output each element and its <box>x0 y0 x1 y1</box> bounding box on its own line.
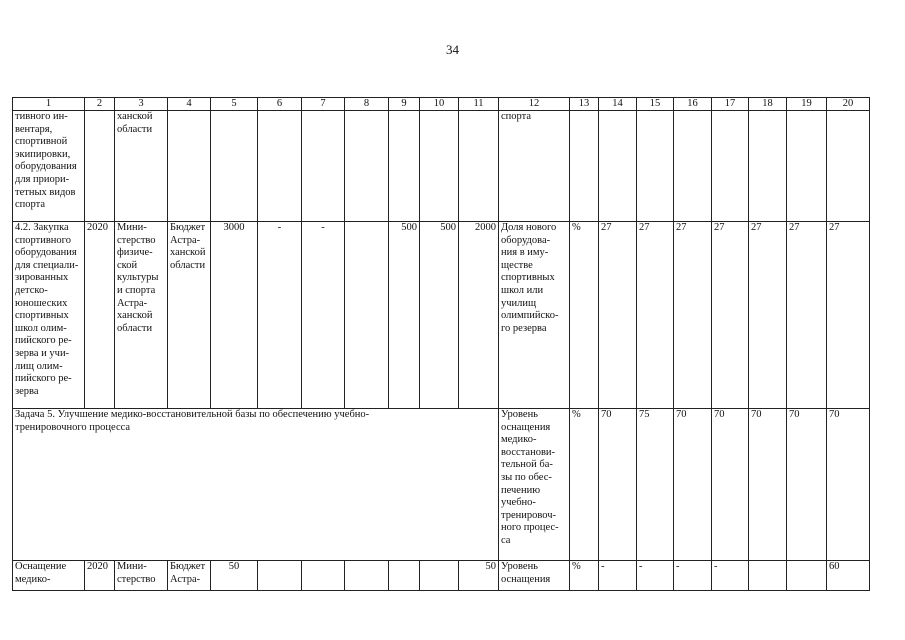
value-cell: 27 <box>712 222 749 409</box>
table-cell <box>168 111 211 222</box>
header-row <box>13 98 870 111</box>
value-cell <box>258 561 302 591</box>
executor-cell: Мини- стерство физиче- ской культуры и спорта Астра- ханской области <box>115 222 168 409</box>
value-cell <box>345 561 389 591</box>
year-cell: 2020 <box>85 222 115 409</box>
col-header: 15 <box>637 98 674 111</box>
value-cell: - <box>302 222 345 409</box>
table-cell <box>211 111 258 222</box>
col-header: 18 <box>749 98 787 111</box>
col-header: 8 <box>345 98 389 111</box>
col-header: 14 <box>599 98 637 111</box>
unit-cell: % <box>570 561 599 591</box>
col-header: 17 <box>712 98 749 111</box>
value-cell: - <box>674 561 712 591</box>
col-header: 11 <box>459 98 499 111</box>
indicator-cell: спорта <box>499 111 570 222</box>
indicator-cell: Доля нового оборудова- ния в иму- ществе спортивных школ или училищ олимпийско- го резерва <box>499 222 570 409</box>
value-cell <box>389 561 420 591</box>
value-cell: 70 <box>674 409 712 561</box>
value-cell: 2000 <box>459 222 499 409</box>
col-header: 6 <box>258 98 302 111</box>
measure-name-cell: Оснащение медико- <box>13 561 85 591</box>
table-cell <box>749 111 787 222</box>
total-cell: 50 <box>211 561 258 591</box>
col-header: 12 <box>499 98 570 111</box>
funding-source-cell: Бюджет Астра- ханской области <box>168 222 211 409</box>
table-cell <box>712 111 749 222</box>
value-cell: 70 <box>787 409 827 561</box>
indicator-cell: Уровень оснащения <box>499 561 570 591</box>
value-cell: - <box>712 561 749 591</box>
value-cell: 27 <box>674 222 712 409</box>
table-cell <box>389 111 420 222</box>
value-cell: 75 <box>637 409 674 561</box>
unit-cell: % <box>570 409 599 561</box>
col-header: 16 <box>674 98 712 111</box>
value-cell: 500 <box>420 222 459 409</box>
page-number: 34 <box>446 42 459 57</box>
value-cell: - <box>599 561 637 591</box>
table-cell <box>258 111 302 222</box>
col-header: 10 <box>420 98 459 111</box>
table-cell <box>787 111 827 222</box>
table-cell <box>345 111 389 222</box>
value-cell: 27 <box>749 222 787 409</box>
measure-name-cell: тивного ин- вентаря, спортивной экипировки, оборудования для приори- тетных видов спорта <box>13 111 85 222</box>
value-cell: 27 <box>637 222 674 409</box>
value-cell: 70 <box>827 409 870 561</box>
table-row <box>13 222 870 409</box>
col-header: 2 <box>85 98 115 111</box>
task-heading-cell: Задача 5. Улучшение медико-восстановительной базы по обеспечению учебно- тренировочного процесса <box>13 409 499 561</box>
value-cell: 27 <box>787 222 827 409</box>
value-cell <box>787 561 827 591</box>
value-cell <box>749 561 787 591</box>
table-cell <box>420 111 459 222</box>
value-cell <box>420 561 459 591</box>
value-cell: - <box>637 561 674 591</box>
col-header: 3 <box>115 98 168 111</box>
year-cell: 2020 <box>85 561 115 591</box>
value-cell: 60 <box>827 561 870 591</box>
value-cell: 27 <box>599 222 637 409</box>
value-cell <box>345 222 389 409</box>
table-row <box>13 409 870 561</box>
col-header: 7 <box>302 98 345 111</box>
table-cell <box>674 111 712 222</box>
table-cell <box>459 111 499 222</box>
total-cell: 3000 <box>211 222 258 409</box>
table-cell <box>85 111 115 222</box>
executor-cell: ханской области <box>115 111 168 222</box>
value-cell: 27 <box>827 222 870 409</box>
col-header: 19 <box>787 98 827 111</box>
table-row <box>13 111 870 222</box>
col-header: 9 <box>389 98 420 111</box>
table-cell <box>827 111 870 222</box>
measure-name-cell: 4.2. Закупка спортивного оборудования для специали- зированных детско- юношеских спортивных школ олим- пийского ре- зерва и учи- лищ олим- пийского ре- зерва <box>13 222 85 409</box>
col-header: 13 <box>570 98 599 111</box>
col-header: 20 <box>827 98 870 111</box>
value-cell: 500 <box>389 222 420 409</box>
col-header: 4 <box>168 98 211 111</box>
col-header: 1 <box>13 98 85 111</box>
unit-cell: % <box>570 222 599 409</box>
table-cell <box>570 111 599 222</box>
value-cell <box>302 561 345 591</box>
executor-cell: Мини- стерство <box>115 561 168 591</box>
value-cell: 70 <box>749 409 787 561</box>
value-cell: - <box>258 222 302 409</box>
program-table <box>12 97 870 591</box>
value-cell: 70 <box>712 409 749 561</box>
funding-source-cell: Бюджет Астра- <box>168 561 211 591</box>
col-header: 5 <box>211 98 258 111</box>
table-cell <box>302 111 345 222</box>
table-cell <box>637 111 674 222</box>
value-cell: 50 <box>459 561 499 591</box>
table-cell <box>599 111 637 222</box>
table-row <box>13 561 870 591</box>
indicator-cell: Уровень оснащения медико- восстанови- тельной ба- зы по обес- печению учебно- тренировоч- ного процес- са <box>499 409 570 561</box>
value-cell: 70 <box>599 409 637 561</box>
